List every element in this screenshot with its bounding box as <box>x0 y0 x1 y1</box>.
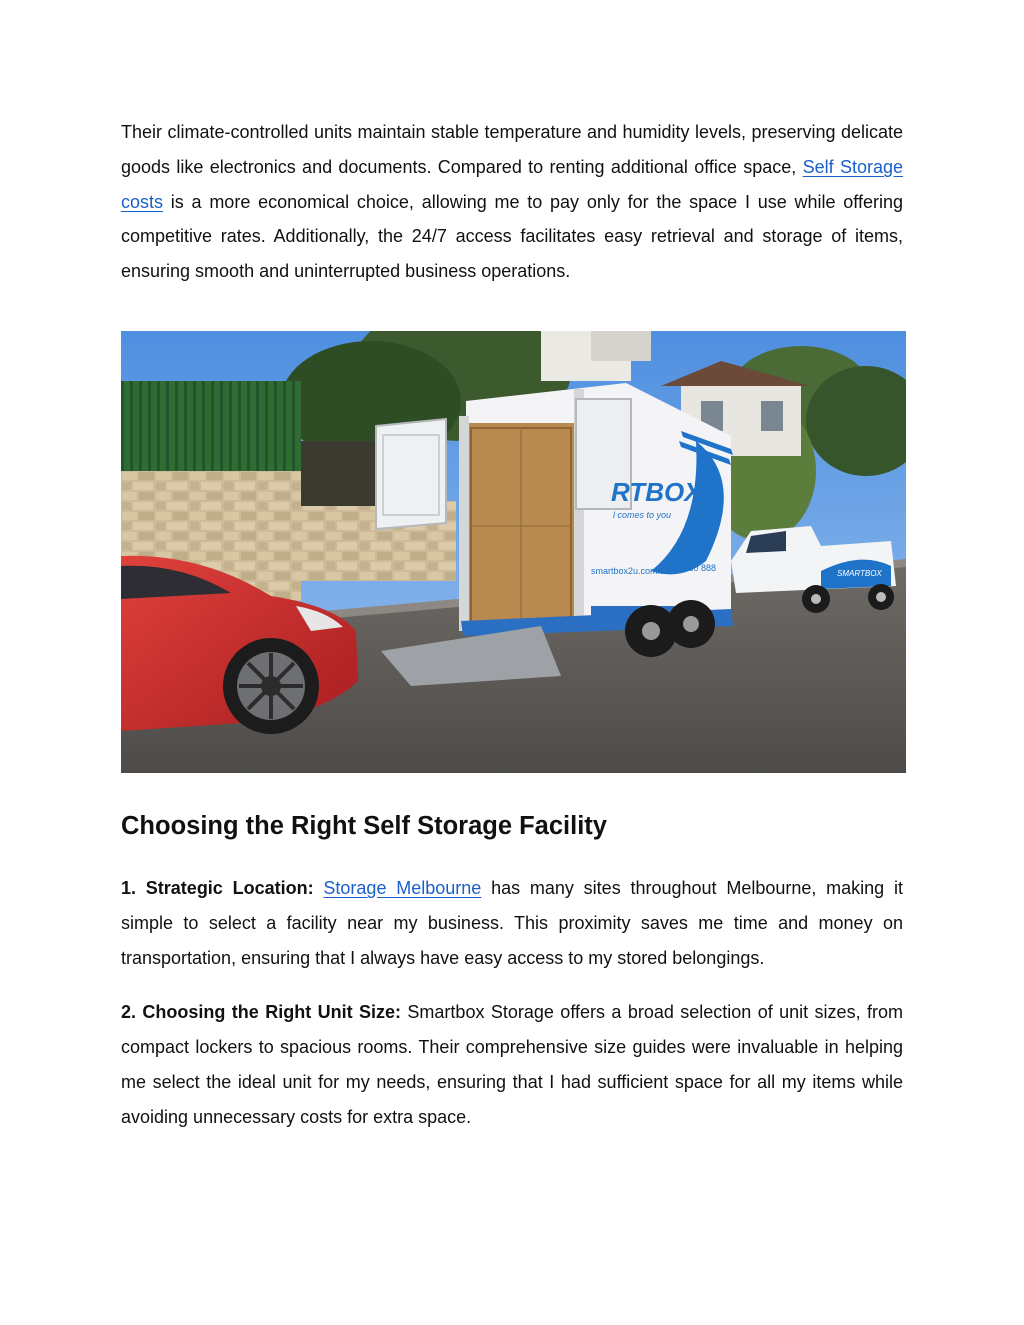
section-heading: Choosing the Right Self Storage Facility <box>121 811 607 840</box>
trailer-brand-text: RTBOX <box>611 476 702 507</box>
item-label: 2. Choosing the Right Unit Size: <box>121 1002 402 1023</box>
intro-text-before-link: Their climate-controlled units maintain stable temperature and humidity levels, preserving delicate goods like electronics and documents. Compared to renting additional office space, <box>121 122 903 177</box>
intro-paragraph <box>121 115 903 289</box>
trailer-website-text: smartbox2u.com.au <box>591 565 671 576</box>
self-storage-costs-link[interactable]: Self Storage costs <box>121 156 903 212</box>
storage-melbourne-link[interactable]: Storage Melbourne <box>323 877 482 898</box>
document-page <box>121 115 903 1135</box>
item-label: 1. Strategic Location: <box>121 877 314 898</box>
trailer-phone-text: 1300 880 888 <box>661 562 717 573</box>
list-item-unit-size <box>121 995 903 1134</box>
ute-brand-text: SMARTBOX <box>837 568 882 578</box>
intro-text-after-link: is a more economical choice, allowing me to pay only for the space I use while offering competitive rates. Additionally, the 24/7 access facilitates easy retrieval and storage of items, ensuring smooth and uninterrupted business operations. <box>121 191 903 282</box>
item-text: has many sites throughout Melbourne, making it simple to select a facility near my business. This proximity saves me time and money on transportation, ensuring that I always have easy access to my stored belongings. <box>121 877 903 968</box>
list-item-strategic-location <box>121 871 903 975</box>
trailer-tagline-text: l comes to you <box>613 509 672 520</box>
storage-trailer-photo <box>121 331 906 773</box>
item-text: Smartbox Storage offers a broad selection of unit sizes, from compact lockers to spacious rooms. Their comprehensive size guides were invaluable in helping me select the ideal unit for my needs, ensuring that I had sufficient space for all my items while avoiding unnecessary costs for extra space. <box>121 1002 903 1127</box>
